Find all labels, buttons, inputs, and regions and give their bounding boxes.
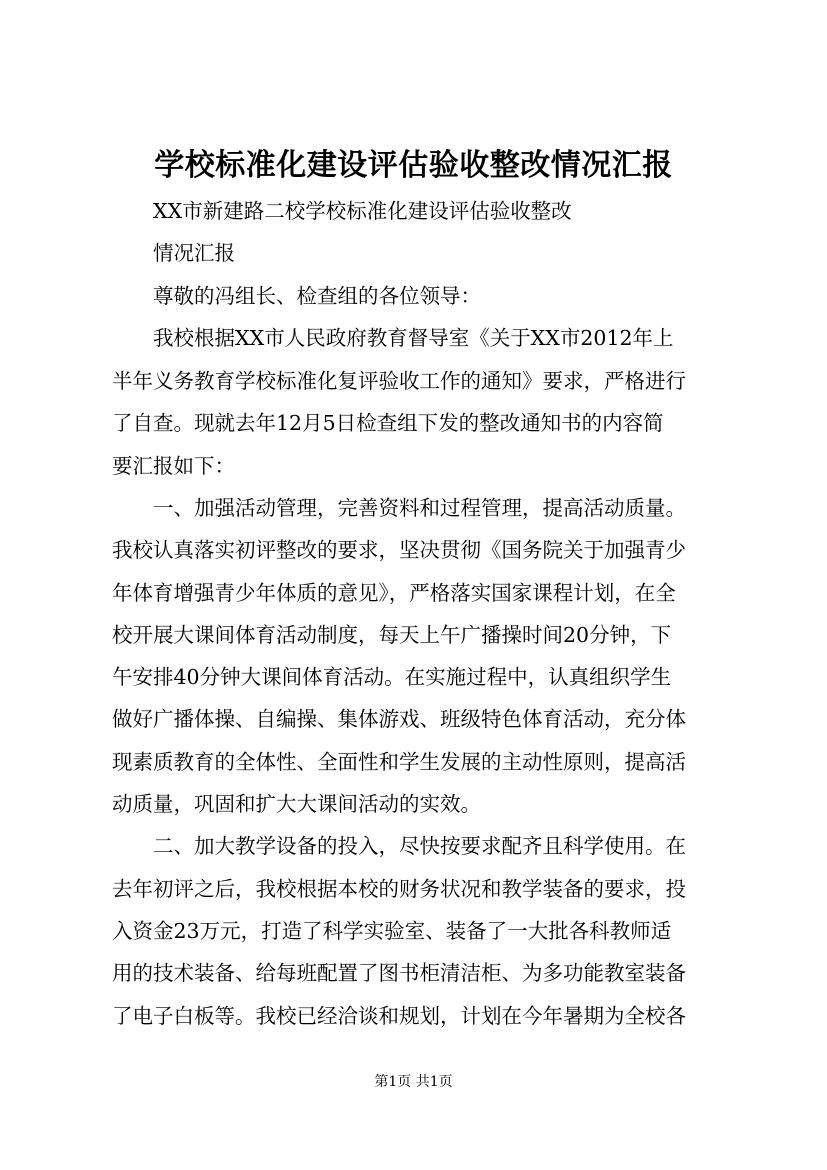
page-number: 第1页 共1页 xyxy=(374,1074,453,1090)
section-heading-1: 一、加强活动管理，完善资料和过程管理，提高活动质量。 xyxy=(153,496,686,520)
paragraph-line: 半年义务教育学校标准化复评验收工作的通知》要求，严格进行 xyxy=(112,369,686,393)
subtitle-line-1: XX市新建路二校学校标准化建设评估验收整改 xyxy=(153,199,572,223)
paragraph-line: 要汇报如下： xyxy=(112,454,235,478)
paragraph-line: 去年初评之后，我校根据本校的财务状况和教学装备的要求，投 xyxy=(112,877,686,901)
subtitle-line-2: 情况汇报 xyxy=(153,241,235,265)
section-heading-2: 二、加大教学设备的投入，尽快按要求配齐且科学使用。在 xyxy=(153,834,686,858)
paragraph-line: 用的技术装备、给每班配置了图书柜清洁柜、为多功能教室装备 xyxy=(112,961,686,985)
paragraph-line: 我校认真落实初评整改的要求，坚决贯彻《国务院关于加强青少 xyxy=(112,538,686,562)
paragraph-line: 年体育增强青少年体质的意见》，严格落实国家课程计划，在全 xyxy=(112,581,676,605)
paragraph-line: 校开展大课间体育活动制度，每天上午广播操时间20分钟，下 xyxy=(112,623,672,647)
paragraph-line: 做好广播体操、自编操、集体游戏、班级特色体育活动，充分体 xyxy=(112,707,686,731)
paragraph-line: 入资金23万元，打造了科学实验室、装备了一大批各科教师适 xyxy=(112,919,672,943)
paragraph-line: 现素质教育的全体性、全面性和学生发展的主动性原则，提高活 xyxy=(112,750,686,774)
salutation: 尊敬的冯组长、检查组的各位领导： xyxy=(153,284,481,308)
document-title: 学校标准化建设评估验收整改情况汇报 xyxy=(154,148,673,183)
paragraph-line: 午安排40分钟大课间体育活动。在实施过程中，认真组织学生 xyxy=(112,665,672,689)
paragraph-line: 了自查。现就去年12月5日检查组下发的整改通知书的内容简 xyxy=(112,411,664,435)
paragraph-line: 我校根据XX市人民政府教育督导室《关于XX市2012年上 xyxy=(153,326,674,350)
paragraph-line: 动质量，巩固和扩大大课间活动的实效。 xyxy=(112,792,481,816)
paragraph-line: 了电子白板等。我校已经洽谈和规划，计划在今年暑期为全校各 xyxy=(112,1004,686,1028)
